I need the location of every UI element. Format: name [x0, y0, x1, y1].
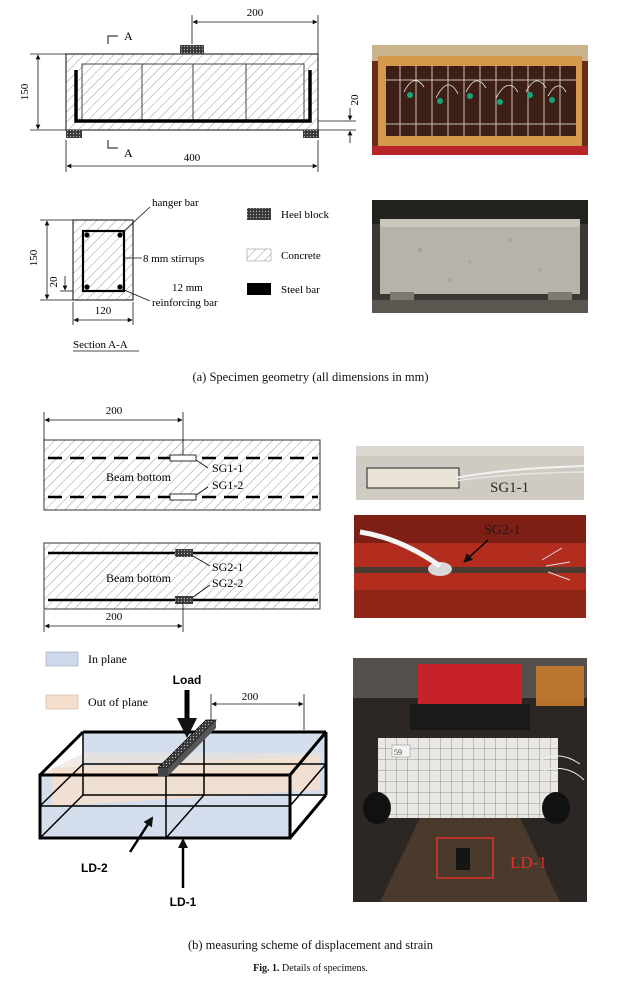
beam-bottom-label-1: Beam bottom	[106, 470, 171, 484]
legend-concrete: Concrete	[281, 250, 321, 262]
section-mark-top: A	[124, 29, 133, 43]
legend-out-plane-swatch	[46, 695, 78, 709]
beam-concrete	[66, 54, 318, 130]
ld-2-label: LD-2	[81, 861, 108, 875]
legend-heel-swatch	[247, 208, 271, 220]
legend-in-plane: In plane	[88, 652, 127, 666]
legend-steel-swatch	[247, 283, 271, 295]
sg2-1-label: SG2-1	[212, 560, 244, 574]
sg1-1-gauge	[170, 455, 196, 461]
actuator	[418, 664, 522, 706]
reinforcing-bar-left	[84, 284, 89, 289]
section-dim-width: 120	[94, 305, 112, 317]
ld-1-label: LD-1	[169, 895, 197, 909]
beam-elevation	[19, 7, 361, 172]
sg1-2-gauge	[170, 494, 196, 500]
label-hanger: hanger bar	[152, 197, 199, 209]
section-title: Section A-A	[73, 339, 128, 351]
sg1-diagram	[44, 405, 320, 510]
top-heel-block	[180, 45, 204, 54]
beam-bottom-label-2: Beam bottom	[106, 571, 171, 585]
legend-steel: Steel bar	[281, 284, 320, 296]
load-label: Load	[172, 673, 202, 687]
sg1-2-label: SG1-2	[212, 478, 244, 492]
section-dim-cover: 20	[48, 276, 60, 288]
figure-caption	[0, 963, 621, 974]
dim-right: 20	[349, 94, 361, 106]
figure-label: Fig. 1.	[253, 963, 280, 974]
photo-tag: 59	[394, 748, 402, 757]
section-a-a	[28, 197, 218, 351]
photo-ld1-label: LD-1	[510, 853, 547, 872]
photo-sg1-label: SG1-1	[490, 480, 530, 496]
displacement-scheme-3d	[40, 673, 326, 909]
photo-sg1	[356, 446, 584, 500]
label-reinf-type: reinforcing bar	[152, 297, 218, 309]
sg2-1-gauge	[175, 549, 193, 557]
dim-sg2: 200	[105, 611, 123, 623]
sg2-2-label: SG2-2	[212, 576, 244, 590]
legend-in-plane-swatch	[46, 652, 78, 666]
support-heel-left	[66, 130, 82, 138]
sg1-1-label: SG1-1	[212, 461, 244, 475]
dim-left: 150	[19, 83, 31, 101]
reinforcing-bar-right	[117, 284, 122, 289]
legend-a	[247, 208, 329, 296]
caption-b: (b) measuring scheme of displacement and strain	[187, 938, 434, 952]
sg2-2-gauge	[175, 596, 193, 604]
hanger-bar-left	[84, 232, 89, 237]
photo-sg2	[354, 515, 586, 618]
caption-a: (a) Specimen geometry (all dimensions in mm)	[192, 370, 429, 384]
dim-bottom: 400	[183, 152, 201, 164]
legend-b	[46, 652, 148, 709]
section-mark-bottom: A	[124, 146, 133, 160]
legend-concrete-swatch	[247, 249, 271, 261]
legend-out-plane: Out of plane	[88, 695, 148, 709]
photo-reinforcement-cage	[372, 45, 588, 155]
sg2-diagram	[44, 543, 320, 632]
dim-top: 200	[246, 7, 264, 19]
support-heel-right	[303, 130, 319, 138]
label-reinf-size: 12 mm	[172, 282, 203, 294]
hanger-bar-right	[117, 232, 122, 237]
photo-concrete-beam	[372, 200, 588, 313]
dim-load: 200	[241, 691, 259, 703]
label-stirrups: 8 mm stirrups	[143, 253, 205, 265]
dim-sg1: 200	[105, 405, 123, 417]
photo-sg2-label: SG2-1	[484, 523, 521, 538]
figure-title: Details of specimens.	[282, 963, 368, 974]
legend-heel: Heel block	[281, 209, 329, 221]
section-dim-height: 150	[28, 249, 40, 267]
photo-test-setup	[353, 658, 587, 902]
